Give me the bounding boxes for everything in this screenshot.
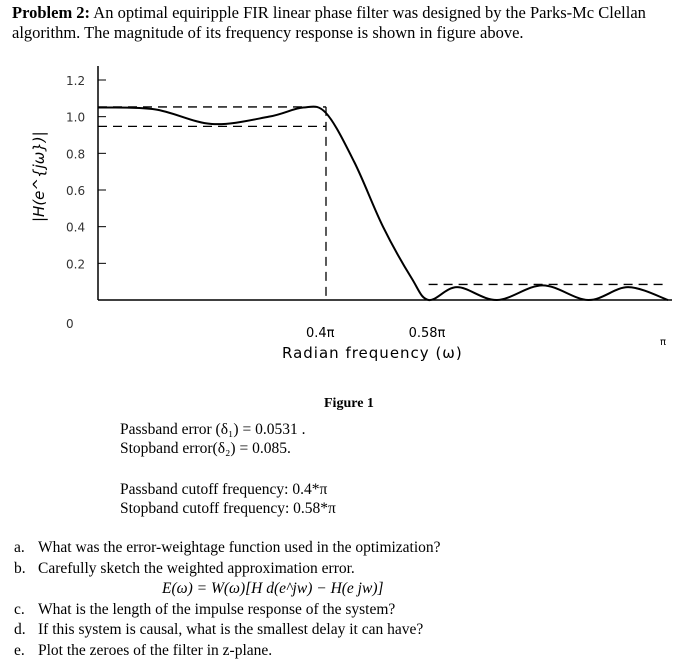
y-tick-group [66,74,106,331]
x-tick-label: 0.58π [408,326,446,341]
error-formula: E(ω) = W(ω)[H d(e^jw) − H(e jw)] [162,580,384,597]
reference-lines [98,107,668,300]
magnitude-curve [98,107,668,301]
question-c: c. What is the length of the impulse response of the system? [14,600,396,618]
x-tick-label: π [660,337,667,348]
passband-error: Passband error (δ₁) = 0.0531 . [120,421,306,438]
x-axis-label: Radian frequency (ω) [282,344,463,362]
question-a: a. What was the error-weightage function used in the optimization? [14,539,441,556]
y-tick-label: 0.4 [66,220,86,235]
question-e: e. Plot the zeroes of the filter in z-plane. [14,641,273,659]
error-block [120,420,305,458]
y-tick-label: 0.8 [66,147,86,162]
stopband-error: Stopband error(δ₂) = 0.085. [120,440,291,457]
passband-cutoff: Passband cutoff frequency: 0.4*π [120,481,328,498]
y-axis-label: |H(e^{jω})| [30,131,48,222]
y-tick-label: 1.2 [66,74,86,88]
stopband-cutoff: Stopband cutoff frequency: 0.58*π [120,500,336,517]
x-tick-label: 0.4π [306,326,335,341]
cutoff-block [120,480,336,518]
y-tick-label: 0 [66,317,74,331]
problem-label: Problem 2: [12,3,91,22]
y-tick-label: 0.6 [66,184,86,198]
question-b: b. Carefully sketch the weighted approximation error. [14,559,355,577]
figure-caption: Figure 1 [324,396,374,411]
question-list [14,538,684,661]
y-tick-label: 1.0 [66,110,86,125]
question-d: d. If this system is causal, what is the smallest delay it can have? [14,621,424,638]
y-tick-label: 0.2 [66,257,86,272]
problem-text: An optimal equiripple FIR linear phase filter was designed by the Parks-Mc Clellan algorithm. The magnitude of its frequency response is shown in figure above. [12,3,646,42]
